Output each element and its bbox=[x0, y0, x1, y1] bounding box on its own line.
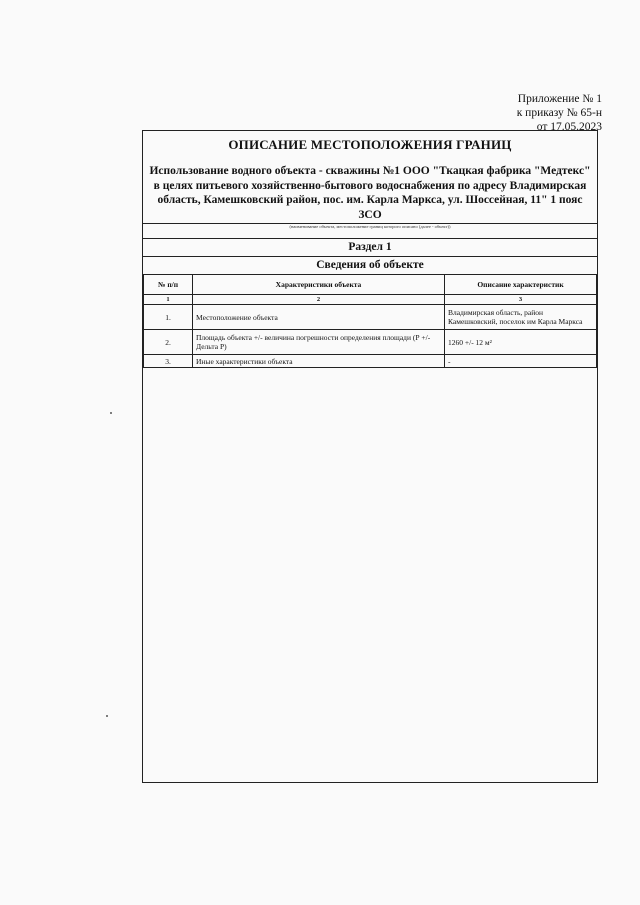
table-index-row bbox=[144, 295, 597, 305]
scan-speck bbox=[110, 412, 112, 414]
document-title: ОПИСАНИЕ МЕСТОПОЛОЖЕНИЯ ГРАНИЦ bbox=[228, 137, 512, 152]
row-description: Владимирская область, район Камешковский, поселок им Карла Маркса bbox=[445, 305, 597, 330]
row-number: 3. bbox=[144, 355, 193, 368]
header-number: № п/п bbox=[144, 275, 193, 295]
object-info-table bbox=[143, 274, 597, 368]
header-description: Описание характеристик bbox=[445, 275, 597, 295]
row-description: 1260 +/- 12 м² bbox=[445, 330, 597, 355]
appendix-line-3: от 17.05.2023 bbox=[536, 121, 602, 133]
row-characteristic: Местоположение объекта bbox=[193, 305, 445, 330]
index-cell: 1 bbox=[144, 295, 193, 305]
appendix-header bbox=[517, 92, 602, 134]
row-description: - bbox=[445, 355, 597, 368]
table-row bbox=[144, 330, 597, 355]
row-characteristic: Иные характеристики объекта bbox=[193, 355, 445, 368]
row-number: 1. bbox=[144, 305, 193, 330]
appendix-line-1: Приложение № 1 bbox=[517, 93, 602, 105]
table-header-row bbox=[144, 275, 597, 295]
row-characteristic: Площадь объекта +/- величина погрешности определения площади (Р +/- Дельта Р) bbox=[193, 330, 445, 355]
scan-speck bbox=[106, 715, 108, 717]
header-characteristic: Характеристики объекта bbox=[193, 275, 445, 295]
section-subtitle: Сведения об объекте bbox=[316, 259, 424, 271]
table-row bbox=[144, 355, 597, 368]
appendix-line-2: к приказу № 65-н bbox=[516, 107, 602, 119]
row-number: 2. bbox=[144, 330, 193, 355]
section-title: Раздел 1 bbox=[348, 241, 392, 253]
object-name: Использование водного объекта - скважины №1 ООО "Ткацкая фабрика "Медтекс" в целях питьевого хозяйственно-бытового водоснабжения по адресу Владимирская область, Камешковский район, пос. им. Карла Маркса, ул. Шоссейная, 11" 1 пояс ЗСО bbox=[149, 165, 591, 221]
index-cell: 3 bbox=[445, 295, 597, 305]
table-row bbox=[144, 305, 597, 330]
index-cell: 2 bbox=[193, 295, 445, 305]
document-frame bbox=[142, 130, 598, 783]
object-caption: (наименование объекта, местоположение границ которого описано (далее - объект)) bbox=[289, 224, 451, 229]
